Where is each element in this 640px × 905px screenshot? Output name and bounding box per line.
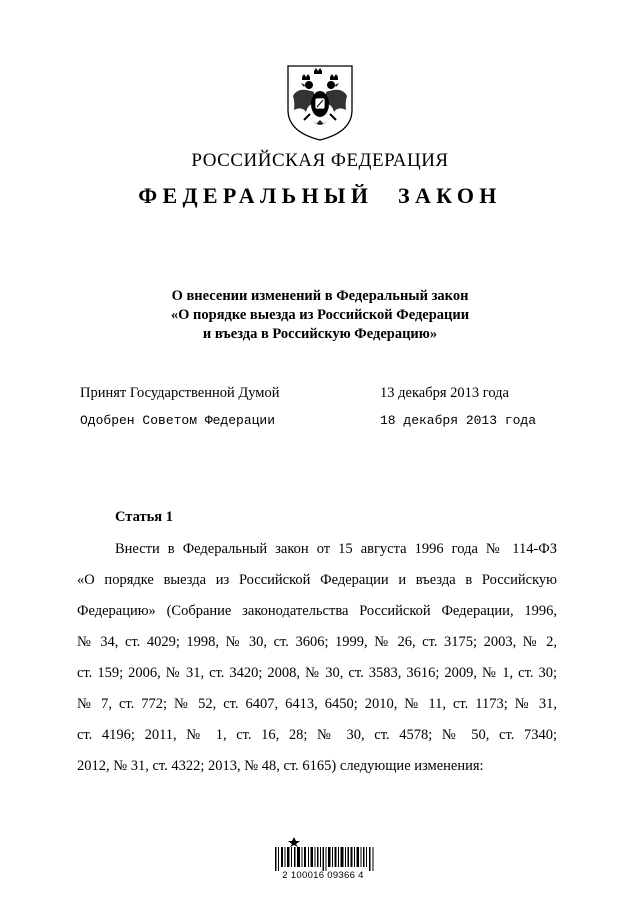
document-type-title: ФЕДЕРАЛЬНЫЙ ЗАКОН — [138, 183, 502, 208]
council-approval-date: 18 декабря 2013 года — [380, 413, 537, 428]
subject-line: «О порядке выезда из Российской Федерации — [170, 307, 470, 323]
body-line: 2012, № 31, ст. 4322; 2013, № 48, ст. 6165) следующие изменения: — [77, 758, 484, 774]
law-subject — [0, 287, 640, 344]
duma-adoption-label: Принят Государственной Думой — [80, 385, 280, 401]
barcode-number: 2 100016 09366 4 — [282, 870, 364, 881]
barcode-icon — [275, 847, 375, 871]
body-line: № 7, ст. 772; № 52, ст. 6407, 6413, 6450; 2010, № 11, ст. 1173; № 31, — [77, 696, 557, 712]
article-heading: Статья 1 — [115, 509, 173, 525]
council-approval-label: Одобрен Советом Федерации — [80, 413, 276, 428]
body-line: № 34, ст. 4029; 1998, № 30, ст. 3606; 1999, № 26, ст. 3175; 2003, № 2, — [77, 634, 557, 650]
body-line: ст. 4196; 2011, № 1, ст. 16, 28; № 30, ст. 4578; № 50, ст. 7340; — [77, 727, 557, 743]
body-line: «О порядке выезда из Российской Федерации и въезда в Российскую — [77, 572, 557, 588]
country-name: РОССИЙСКАЯ ФЕДЕРАЦИЯ — [191, 150, 449, 171]
coat-of-arms-icon — [284, 62, 356, 142]
subject-line: и въезда в Российскую Федерацию» — [202, 326, 438, 342]
duma-adoption-date: 13 декабря 2013 года — [380, 385, 509, 401]
article-body — [77, 534, 557, 782]
body-line: Федерацию» (Собрание законодательства Российской Федерации, 1996, — [77, 603, 557, 619]
body-line: ст. 159; 2006, № 31, ст. 3420; 2008, № 30, ст. 3583, 3616; 2009, № 1, ст. 30; — [77, 665, 557, 681]
subject-line: О внесении изменений в Федеральный закон — [171, 288, 469, 304]
body-line: Внести в Федеральный закон от 15 августа 1996 года № 114-ФЗ — [115, 541, 557, 557]
